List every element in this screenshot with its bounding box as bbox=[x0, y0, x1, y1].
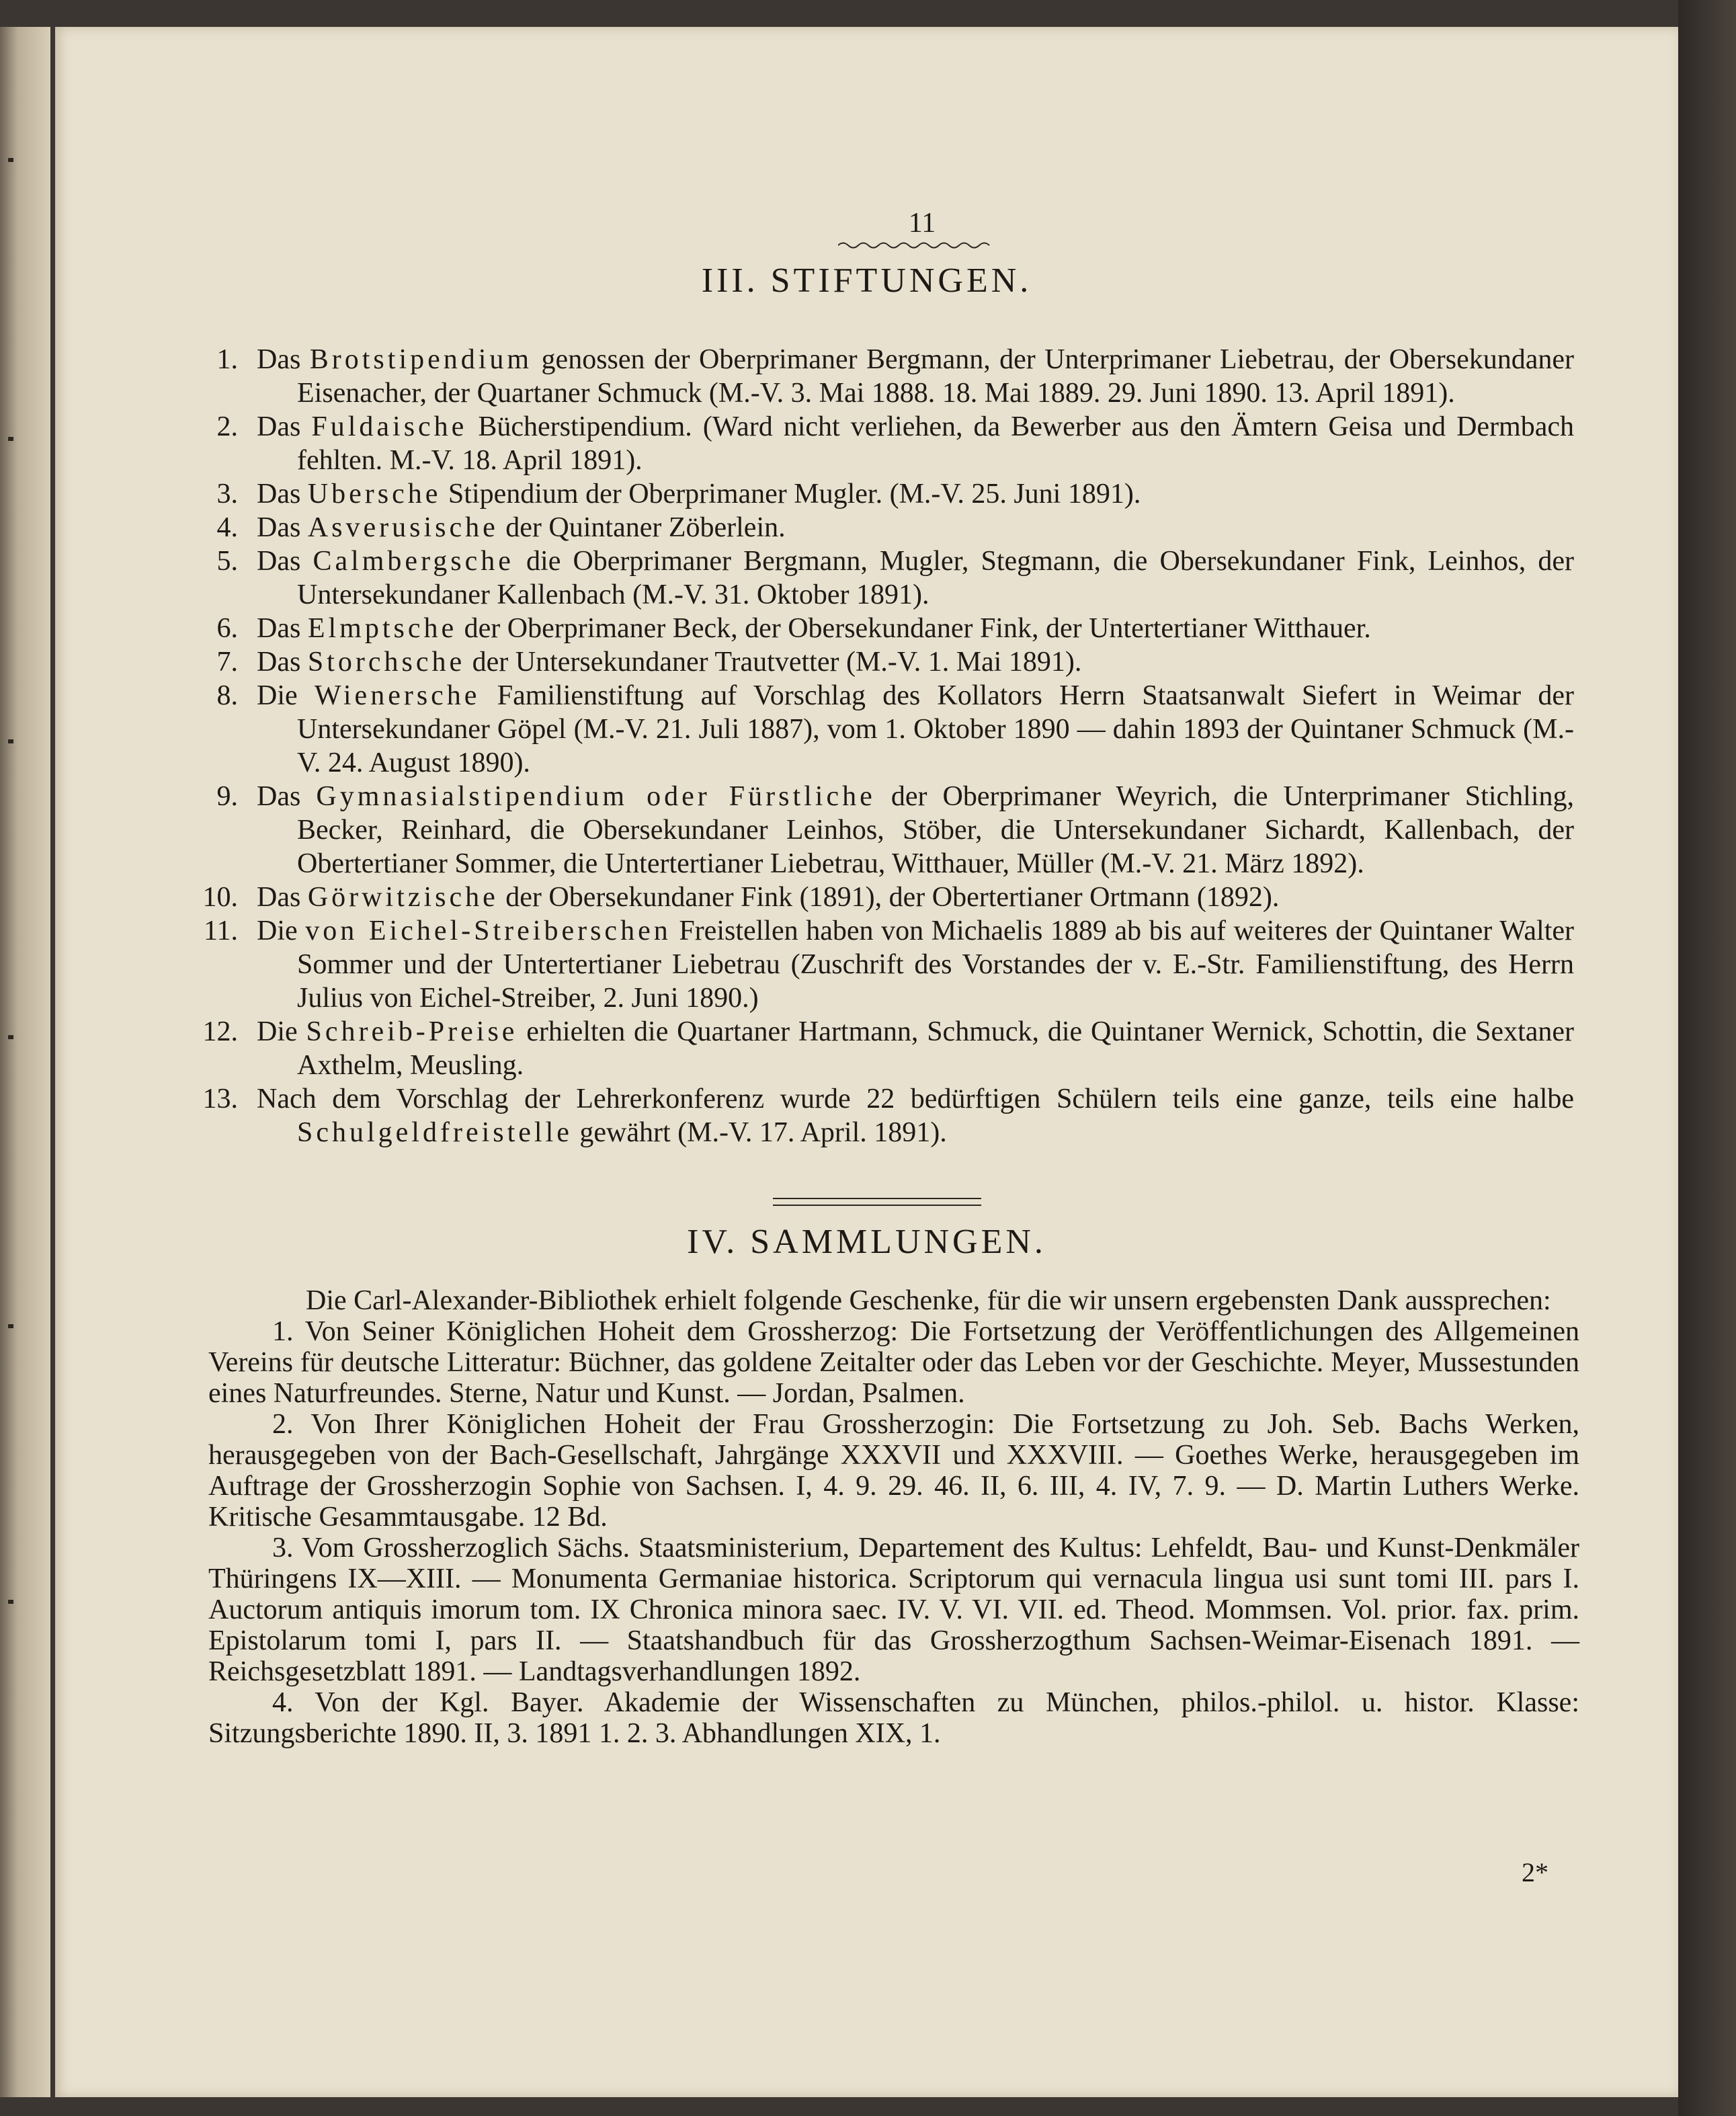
item-rest: Stipendium der Oberprimaner Mugler. (M.-V. 25. Juni 1891). bbox=[448, 479, 1141, 510]
item-text bbox=[257, 679, 1574, 780]
item-rest: der Obersekundaner Fink (1891), der Obertertianer Ortmann (1892). bbox=[505, 882, 1280, 913]
sammlungen-paragraph: 1. Von Seiner Königlichen Hoheit dem Grossherzog: Die Fortsetzung der Veröffentlichungen des Allgemeinen Vereins für deutsche Litteratur: Büchner, das goldene Zeitalter oder das Leben vor der Geschichte. Meyer, Mussestunden eines Naturfreundes. Sterne, Natur und Kunst. — Jordan, Psalmen. bbox=[208, 1316, 1579, 1409]
item-lead: Nach dem Vorschlag der Lehrerkonferenz wurde 22 bedürftigen Schülern teils eine ganze, teils eine halbe bbox=[257, 1084, 1574, 1114]
binding-mark bbox=[8, 1035, 13, 1039]
stiftungen-list bbox=[202, 343, 1575, 1149]
item-text bbox=[257, 1082, 1574, 1149]
stiftung-item bbox=[202, 881, 1574, 914]
item-text bbox=[257, 612, 1574, 645]
document-page bbox=[55, 27, 1678, 2097]
item-lead: Das bbox=[257, 781, 301, 812]
item-spaced-name: Fuldaische bbox=[311, 411, 468, 442]
item-number: 3. bbox=[216, 479, 238, 510]
item-spaced-name: Görwitzische bbox=[307, 882, 499, 913]
binding-mark bbox=[8, 437, 13, 441]
stiftung-item bbox=[202, 1015, 1575, 1082]
item-number: 1. bbox=[216, 344, 238, 375]
item-rest: genossen der Oberprimaner Bergmann, der Unterprimaner Liebetrau, der Obersekundaner Eisenacher, der Quartaner Schmuck (M.-V. 3. Mai 1888. 18. Mai 1889. 29. Juni 1890. 13. April 1891). bbox=[297, 344, 1574, 409]
binding-mark bbox=[8, 1324, 13, 1328]
item-number: 7. bbox=[216, 647, 238, 678]
item-text bbox=[257, 343, 1574, 410]
item-number: 10. bbox=[202, 882, 238, 913]
item-rest: erhielten die Quartaner Hartmann, Schmuck, die Quintaner Wernick, Schottin, die Sextaner Axthelm, Meusling. bbox=[297, 1016, 1575, 1081]
binding-mark bbox=[8, 158, 13, 162]
item-spaced-name: Ubersche bbox=[307, 479, 442, 510]
item-lead: Das bbox=[257, 613, 301, 644]
item-lead: Die bbox=[257, 1016, 298, 1047]
item-number: 13. bbox=[202, 1084, 238, 1114]
item-rest: der Oberprimaner Weyrich, die Unterprimaner Stichling, Becker, Reinhard, die Obersekundaner Leinhos, Stöber, die Untersekundaner Sichardt, Kallenbach, der Obertertianer Sommer, die Untertertianer Liebetrau, Witthauer, Müller (M.-V. 21. März 1892). bbox=[297, 781, 1574, 879]
binding-mark bbox=[8, 739, 13, 743]
section-title-sammlungen: IV. SAMMLUNGEN. bbox=[687, 1223, 1046, 1261]
section-title-stiftungen: III. STIFTUNGEN. bbox=[701, 261, 1032, 300]
sammlungen-paragraph: 2. Von Ihrer Königlichen Hoheit der Frau Grossherzogin: Die Fortsetzung zu Joh. Seb. Bachs Werken, herausgegeben von der Bach-Gesellschaft, Jahrgänge XXXVII und XXXVIII. — Goethes Werke, herausgegeben im Auftrage der Grossherzogin Sophie von Sachsen. I, 4. 9. 29. 46. II, 6. III, 4. IV, 7. 9. — D. Martin Luthers Werke. Kritische Gesammtausgabe. 12 Bd. bbox=[208, 1409, 1579, 1533]
stiftung-item bbox=[202, 1082, 1574, 1149]
item-number: 4. bbox=[216, 512, 238, 543]
stiftung-item bbox=[204, 914, 1575, 1015]
scan-border bbox=[1678, 0, 1736, 2116]
item-number: 12. bbox=[202, 1016, 238, 1047]
item-rest: gewährt (M.-V. 17. April. 1891). bbox=[579, 1117, 947, 1148]
item-lead: Das bbox=[257, 344, 301, 375]
facing-page-edge bbox=[0, 27, 50, 2097]
stiftung-item bbox=[216, 544, 1574, 612]
item-rest: Freistellen haben von Michaelis 1889 ab bis auf weiteres der Quintaner Walter Sommer und der Untertertianer Liebetrau (Zuschrift des Vorstandes der v. E.-Str. Familienstiftung, des Herrn Julius von Eichel-Streiber, 2. Juni 1890.) bbox=[297, 915, 1575, 1014]
sammlungen-text bbox=[208, 1285, 1579, 1749]
item-text bbox=[257, 511, 1574, 544]
item-text bbox=[257, 645, 1574, 679]
item-text bbox=[257, 410, 1574, 477]
item-rest: der Oberprimaner Beck, der Obersekundaner Fink, der Untertertianer Witthauer. bbox=[464, 613, 1371, 644]
item-lead: Die bbox=[257, 680, 298, 711]
item-spaced-name: Storchsche bbox=[307, 647, 466, 678]
item-spaced-name: Schreib-Preise bbox=[306, 1016, 518, 1047]
item-number: 6. bbox=[216, 613, 238, 644]
item-text bbox=[257, 477, 1574, 511]
item-number: 5. bbox=[216, 546, 238, 577]
item-rest: Bücherstipendium. (Ward nicht verliehen, da Bewerber aus den Ämtern Geisa und Dermbach fehlten. M.-V. 18. April 1891). bbox=[297, 411, 1575, 476]
item-rest: der Quintaner Zöberlein. bbox=[505, 512, 786, 543]
item-lead: Das bbox=[257, 512, 301, 543]
binding-mark bbox=[8, 1600, 13, 1604]
item-lead: Das bbox=[257, 882, 301, 913]
item-spaced-name: Gymnasialstipendium oder Fürstliche bbox=[316, 781, 876, 812]
item-text bbox=[257, 544, 1574, 612]
item-text bbox=[257, 1015, 1574, 1082]
item-spaced-name: Wienersche bbox=[314, 680, 481, 711]
item-lead: Das bbox=[257, 647, 301, 678]
stiftung-item bbox=[216, 343, 1574, 410]
item-spaced-name: von Eichel-Streiberschen bbox=[305, 915, 671, 946]
item-number: 9. bbox=[216, 781, 238, 812]
stiftung-item bbox=[216, 780, 1574, 881]
sammlungen-paragraph: 4. Von der Kgl. Bayer. Akademie der Wissenschaften zu München, philos.-philol. u. histor. Klasse: Sitzungsberichte 1890. II, 3. 1891 1. 2. 3. Abhandlungen XIX, 1. bbox=[208, 1687, 1579, 1749]
item-spaced-name: Asverusische bbox=[307, 512, 499, 543]
item-lead: Das bbox=[257, 546, 301, 577]
sammlungen-intro: Die Carl-Alexander-Bibliothek erhielt folgende Geschenke, für die wir unsern ergebensten Dank aussprechen: bbox=[306, 1285, 1551, 1316]
item-text bbox=[257, 881, 1574, 914]
section-divider bbox=[773, 1198, 981, 1206]
item-spaced-name: Brotstipendium bbox=[309, 344, 533, 375]
item-text bbox=[257, 780, 1574, 881]
item-lead: Die bbox=[257, 915, 298, 946]
item-spaced-name: Schulgeldfreistelle bbox=[297, 1117, 573, 1148]
item-rest: Familienstiftung auf Vorschlag des Kollators Herrn Staatsanwalt Siefert in Weimar der Untersekundaner Göpel (M.-V. 21. Juli 1887), vom 1. Oktober 1890 — dahin 1893 der Quintaner Schmuck (M.-V. 24. August 1890). bbox=[297, 680, 1574, 778]
item-spaced-name: Calmbergsche bbox=[313, 546, 514, 577]
item-text bbox=[257, 914, 1574, 1015]
wavy-ornament bbox=[838, 241, 993, 250]
stiftung-item bbox=[216, 612, 1574, 645]
stiftung-item bbox=[216, 511, 1574, 544]
signature-mark: 2* bbox=[1522, 1857, 1548, 1887]
stiftung-item bbox=[216, 410, 1575, 477]
stiftung-item bbox=[216, 679, 1574, 780]
page-number: 11 bbox=[908, 208, 936, 239]
item-rest: die Oberprimaner Bergmann, Mugler, Stegmann, die Obersekundaner Fink, Leinhos, der Untersekundaner Kallenbach (M.-V. 31. Oktober 1891). bbox=[297, 546, 1574, 610]
item-number: 2. bbox=[216, 411, 238, 442]
item-lead: Das bbox=[257, 411, 301, 442]
stiftung-item bbox=[216, 645, 1574, 679]
stiftung-item bbox=[216, 477, 1574, 511]
item-number: 11. bbox=[204, 915, 238, 946]
item-lead: Das bbox=[257, 479, 301, 510]
sammlungen-paragraph: 3. Vom Grossherzoglich Sächs. Staatsministerium, Departement des Kultus: Lehfeldt, Bau- und Kunst-Denkmäler Thüringens IX—XIII. — Monumenta Germaniae historica. Scriptorum qui vernacula lingua usi sunt tomi III. pars I. Auctorum antiquis imorum tom. IX Chronica minora saec. IV. V. VI. VII. ed. Theod. Mommsen. Vol. prior. fax. prim. Epistolarum tomi I, pars II. — Staatshandbuch für das Grossherzogthum Sachsen-Weimar-Eisenach 1891. — Reichsgesetzblatt 1891. — Landtagsverhandlungen 1892. bbox=[208, 1533, 1579, 1687]
item-number: 8. bbox=[216, 680, 238, 711]
item-spaced-name: Elmptsche bbox=[307, 613, 458, 644]
item-rest: der Untersekundaner Trautvetter (M.-V. 1. Mai 1891). bbox=[472, 647, 1082, 678]
